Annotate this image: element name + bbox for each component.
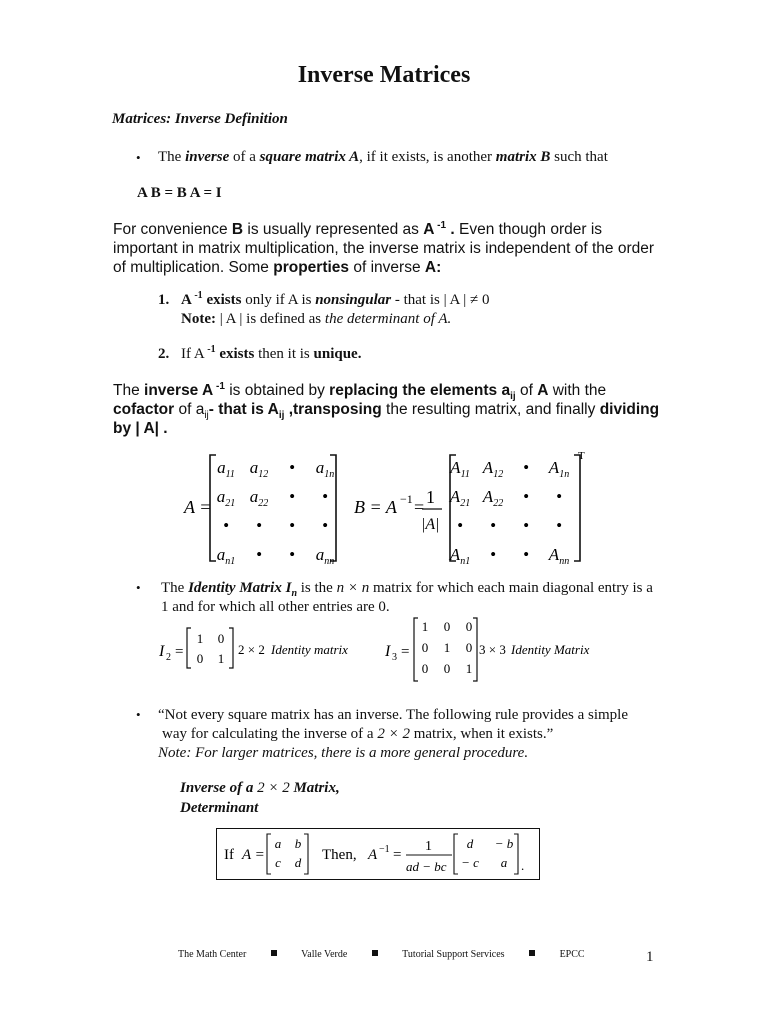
rule-equals: = xyxy=(393,847,402,863)
matrix-definitions xyxy=(170,445,600,570)
text-b: B xyxy=(231,221,244,238)
text-nonsingular: nonsingular xyxy=(315,292,392,308)
text: then it is xyxy=(254,346,314,362)
text-unique: unique. xyxy=(313,346,362,362)
matrix-entry: • xyxy=(490,545,496,564)
property-1-text xyxy=(181,292,490,309)
text: If A xyxy=(181,346,205,362)
inverse-rule xyxy=(216,828,540,880)
square-bullet-icon xyxy=(529,950,535,956)
bracket-right xyxy=(229,628,233,668)
property-1-number: 1. xyxy=(158,292,170,308)
matrix-entry: b xyxy=(294,836,302,851)
matrix-entry: $a_{1n}$ xyxy=(315,458,335,480)
bracket-right xyxy=(514,834,518,874)
matrix-entry: − c xyxy=(461,855,479,870)
i2-equals: = xyxy=(175,644,184,660)
bracket-right xyxy=(574,455,580,561)
text-exists: exists xyxy=(202,292,242,308)
superscript: -1 xyxy=(204,344,216,355)
subscript: ij xyxy=(204,410,209,422)
rule-frac-num: 1 xyxy=(425,839,432,854)
text: The xyxy=(158,149,186,165)
i2-caption: Identity matrix xyxy=(271,642,348,657)
matrix-entry: • xyxy=(523,545,529,564)
property-2-text xyxy=(181,346,361,363)
bracket-right xyxy=(304,834,308,874)
footer xyxy=(178,949,585,960)
superscript: -1 xyxy=(213,380,225,392)
text: Matrix, xyxy=(289,780,340,796)
text-exists: exists xyxy=(215,346,255,362)
property-1-note xyxy=(181,311,451,328)
matrix-entry: a xyxy=(500,855,508,870)
section-heading: Matrices: Inverse Definition xyxy=(112,111,288,127)
text-line2: important in matrix multiplication, the inverse matrix is independent of the order xyxy=(113,240,655,257)
matrix-entry: 1 xyxy=(421,619,429,634)
rule-lhs: A = xyxy=(242,847,265,863)
text-a: A xyxy=(423,221,435,238)
if-text: If xyxy=(224,847,234,863)
square-bullet-icon xyxy=(271,950,277,956)
bracket-left xyxy=(187,628,191,668)
matrix-entry: $a_{nn}$ xyxy=(315,545,335,567)
fraction-denominator: |A| xyxy=(421,516,440,533)
text: , if it exists, is another xyxy=(359,149,496,165)
text: of inverse xyxy=(349,259,425,276)
text: | A | is defined as xyxy=(215,311,325,327)
text: - that is | A | ≠ 0 xyxy=(391,292,490,308)
matrix-entry: 0 xyxy=(443,619,451,634)
note-text: Note: For larger matrices, there is a more general procedure. xyxy=(158,745,529,761)
intro-bullet-text xyxy=(158,149,608,166)
matrix-entry: $a_{n1}$ xyxy=(216,545,236,567)
quote-bullet-text xyxy=(158,706,678,763)
matrix-entry: • xyxy=(322,487,328,506)
matrix-entry: • xyxy=(523,516,529,535)
subscript: ij xyxy=(278,410,285,422)
matrix-entry: • xyxy=(256,545,262,564)
text: a xyxy=(195,401,205,418)
matrix-entry: 0 xyxy=(465,619,473,634)
matrix-entry: • xyxy=(256,516,262,535)
matrix-entry: $a_{11}$ xyxy=(217,458,235,480)
page-title: Inverse Matrices xyxy=(297,62,471,88)
footer-item: Tutorial Support Services xyxy=(402,949,505,960)
bullet-icon: • xyxy=(136,707,141,722)
text: The xyxy=(113,382,145,399)
text-italic: the determinant of A. xyxy=(324,311,452,327)
text-line1: “Not every square matrix has an inverse. The following rule provides a simple xyxy=(158,707,629,723)
text-size: 2 × 2 xyxy=(257,780,290,796)
equation-ab: A B = B A = I xyxy=(137,185,222,201)
subscript: ij xyxy=(510,391,516,403)
matrix-entry: $a_{22}$ xyxy=(249,487,269,509)
text-dot: . xyxy=(446,221,455,238)
rule-matrix-1-entries xyxy=(275,836,302,870)
matrix-entry: 0 xyxy=(465,640,473,655)
matrix-b-equals: = xyxy=(414,497,425,517)
text-size: 2 × 2 xyxy=(377,726,410,742)
text-that-is: - that is A xyxy=(208,401,279,418)
text-a: A xyxy=(537,382,549,399)
i3-label: I xyxy=(385,643,391,660)
matrix-entry: $A_{nn}$ xyxy=(548,545,570,567)
matrix-entry: 1 xyxy=(217,651,225,666)
i2-entries xyxy=(197,631,225,666)
matrix-entry: 0 xyxy=(196,651,204,666)
text: matrix, when it exists.” xyxy=(409,726,554,742)
matrix-entry: • xyxy=(322,516,328,535)
text: such that xyxy=(550,149,608,165)
then-text: Then, xyxy=(322,847,357,863)
text: matrix for which each main diagonal entry is a xyxy=(369,580,653,596)
matrix-entry: 1 xyxy=(443,640,451,655)
footer-item: EPCC xyxy=(559,949,585,960)
fraction-numerator: 1 xyxy=(426,487,435,507)
matrix-entry: • xyxy=(289,545,295,564)
matrix-entry: $A_{21}$ xyxy=(449,487,471,509)
text: Even though order is xyxy=(454,221,603,238)
text: only if A is xyxy=(241,292,316,308)
matrix-a-lhs: A = xyxy=(184,497,212,517)
i3-entries xyxy=(422,619,473,676)
matrix-entry: 0 xyxy=(217,631,225,646)
text-by-a: by | A| . xyxy=(113,420,168,437)
matrix-entry: • xyxy=(289,516,295,535)
text-matrix-b: matrix B xyxy=(495,149,551,165)
text-inverse: inverse xyxy=(185,149,230,165)
matrix-entry: d xyxy=(294,855,302,870)
text: of multiplication. Some xyxy=(113,259,274,276)
matrix-b-lhs: B = A xyxy=(354,497,397,517)
matrix-entry: $a_{12}$ xyxy=(249,458,269,480)
page-number: 1 xyxy=(646,949,654,965)
text-line2: 1 and for which all other entries are 0. xyxy=(161,599,390,615)
matrix-entry: • xyxy=(490,516,496,535)
bullet-icon: • xyxy=(136,580,141,595)
matrix-b-superscript: −1 xyxy=(400,492,413,506)
text: is obtained by xyxy=(224,382,330,399)
i2-size: 2 × 2 xyxy=(238,642,265,657)
matrix-entry: • xyxy=(457,516,463,535)
transpose-label: T xyxy=(578,450,585,462)
text: of xyxy=(174,401,196,418)
text: the resulting matrix, and finally xyxy=(381,401,600,418)
text: way for calculating the inverse of a xyxy=(162,726,378,742)
superscript: -1 xyxy=(434,219,447,231)
text-transposing: ,transposing xyxy=(284,401,382,418)
matrix-entry: • xyxy=(289,458,295,477)
matrix-b-entries xyxy=(449,458,569,567)
i2-subscript: 2 xyxy=(166,652,171,663)
text-identity: Identity Matrix I xyxy=(188,580,292,596)
matrix-entry: • xyxy=(289,487,295,506)
matrix-entry: • xyxy=(523,487,529,506)
inverse-description xyxy=(113,381,673,438)
text-cofactor: cofactor xyxy=(113,401,175,418)
identity-matrices xyxy=(155,614,615,686)
rule-frac-den: ad − bc xyxy=(406,859,447,874)
matrix-entry: • xyxy=(556,487,562,506)
matrix-entry: $a_{21}$ xyxy=(216,487,236,509)
superscript: -1 xyxy=(191,290,203,301)
matrix-entry: $A_{12}$ xyxy=(482,458,504,480)
matrix-entry: • xyxy=(223,516,229,535)
matrix-entry: $A_{22}$ xyxy=(482,487,504,509)
matrix-entry: − b xyxy=(494,836,514,851)
text-inverse-a: inverse A xyxy=(144,382,214,399)
text-line2: Determinant xyxy=(180,800,259,816)
bracket-right xyxy=(473,618,477,681)
matrix-entry: c xyxy=(275,855,281,870)
matrix-entry: 1 xyxy=(465,661,473,676)
matrix-entry: 0 xyxy=(421,661,429,676)
i3-equals: = xyxy=(401,644,410,660)
matrix-entry: d xyxy=(466,836,474,851)
rule-matrix-2-entries xyxy=(461,836,514,870)
bullet-icon: • xyxy=(136,150,141,165)
matrix-entry: 0 xyxy=(421,640,429,655)
text: is the xyxy=(297,580,337,596)
rule-ainv: A xyxy=(368,847,378,863)
matrix-entry: 0 xyxy=(443,661,451,676)
i3-subscript: 3 xyxy=(392,652,397,663)
inverse-2x2-heading xyxy=(180,778,340,818)
matrix-entry: • xyxy=(523,458,529,477)
text: of xyxy=(515,382,538,399)
text-properties: properties xyxy=(273,259,350,276)
matrix-entry: • xyxy=(556,516,562,535)
text-square-matrix: square matrix A xyxy=(259,149,360,165)
matrix-a-entries xyxy=(217,458,335,567)
square-bullet-icon xyxy=(372,950,378,956)
text-a: A: xyxy=(424,259,442,276)
text: The xyxy=(161,580,189,596)
text-a: A xyxy=(181,292,192,308)
footer-item: Valle Verde xyxy=(301,949,348,960)
matrix-entry: 1 xyxy=(196,631,204,646)
text-nxn: n × n xyxy=(336,580,370,596)
i3-size: 3 × 3 xyxy=(479,642,506,657)
text: is usually represented as xyxy=(243,221,424,238)
matrix-entry: a xyxy=(274,836,282,851)
text: with the xyxy=(548,382,607,399)
note-label: Note: xyxy=(181,311,216,327)
text: For convenience xyxy=(113,221,232,238)
bracket-left xyxy=(454,834,458,874)
text: Inverse of a xyxy=(180,780,258,796)
bracket-left xyxy=(414,618,418,681)
matrix-entry: $A_{n1}$ xyxy=(449,545,471,567)
text-replacing: replacing the elements a xyxy=(329,382,511,399)
i2-label: I xyxy=(159,643,165,660)
text: of a xyxy=(229,149,260,165)
rule-superscript: −1 xyxy=(379,844,390,855)
text-dividing: dividing xyxy=(599,401,660,418)
i3-caption: Identity Matrix xyxy=(511,642,590,657)
rule-dot: . xyxy=(521,858,525,873)
property-2-number: 2. xyxy=(158,346,170,362)
subscript: n xyxy=(291,588,297,599)
footer-item: The Math Center xyxy=(178,949,247,960)
bracket-left xyxy=(267,834,271,874)
matrix-entry: $A_{1n}$ xyxy=(548,458,570,480)
matrix-entry: $A_{11}$ xyxy=(450,458,470,480)
convenience-paragraph xyxy=(113,220,673,277)
identity-bullet-text xyxy=(161,579,661,617)
